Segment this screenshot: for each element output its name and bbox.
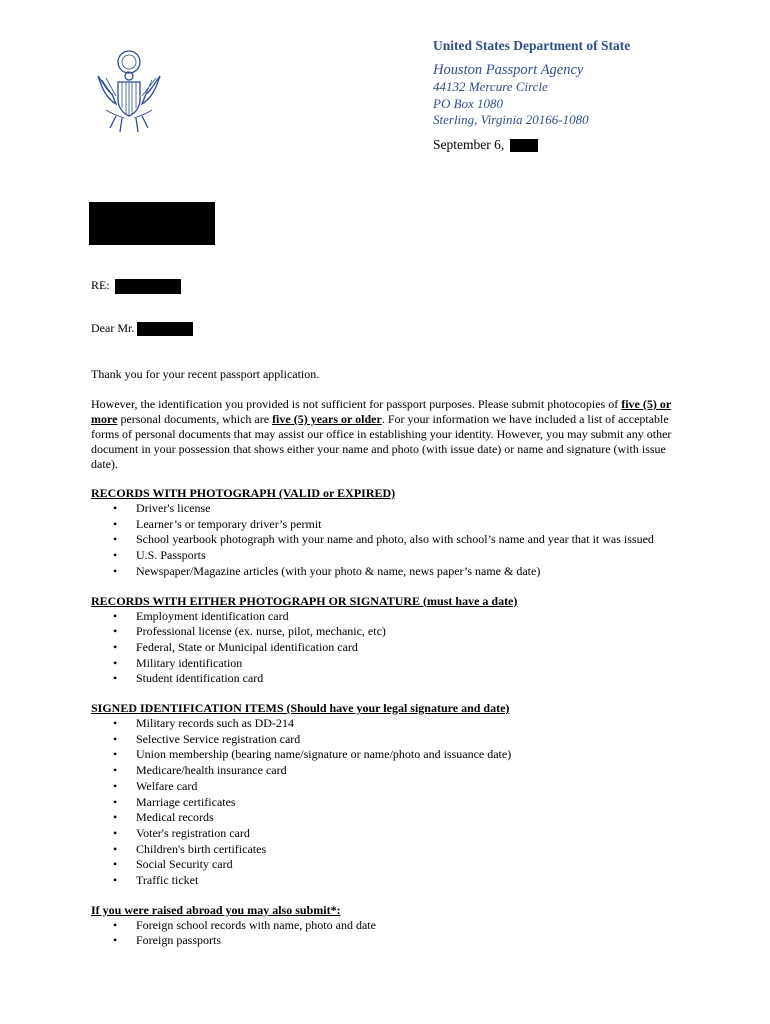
list-item: • Student identification card xyxy=(91,671,691,687)
list-item: • Social Security card xyxy=(91,857,691,873)
list-item: • Foreign passports xyxy=(91,933,691,949)
redacted-reference xyxy=(115,279,181,294)
salutation-text: Dear Mr. xyxy=(91,321,135,335)
date-text: September 6, xyxy=(433,136,505,152)
section-heading: RECORDS WITH EITHER PHOTOGRAPH OR SIGNATURE (must have a date) xyxy=(91,593,518,608)
para2-emphasis-2: five (5) years or older xyxy=(272,412,382,426)
department-name: United States Department of State xyxy=(433,38,631,53)
list-item: • Military identification xyxy=(91,656,691,672)
list-item: • Employment identification card xyxy=(91,609,691,625)
list-item: • Foreign school records with name, photo and date xyxy=(91,918,691,934)
list-item: • Traffic ticket xyxy=(91,873,691,889)
list-item: • Professional license (ex. nurse, pilot, mechanic, etc) xyxy=(91,624,691,640)
address-line-1: 44132 Mercure Circle xyxy=(433,79,548,94)
section-heading: SIGNED IDENTIFICATION ITEMS (Should have your legal signature and date) xyxy=(91,701,510,716)
requirement-paragraph xyxy=(91,397,685,472)
list-item: • Children's birth certificates xyxy=(91,842,691,858)
redacted-name xyxy=(137,322,193,336)
para2-text-3: . For your information we have included a list of acceptable forms of personal documents that may assist our office in establishing your identity. However, you may submit any other document in your possession that shows either your name and photo (with issue date) or name and signature (with issue date). xyxy=(91,412,672,471)
section-heading: If you were raised abroad you may also submit*: xyxy=(91,902,341,917)
list-item: • Welfare card xyxy=(91,779,691,795)
address-line-3: Sterling, Virginia 20166-1080 xyxy=(433,112,589,127)
list-item: • Medical records xyxy=(91,810,691,826)
letter-date xyxy=(433,137,753,153)
list-item: • Driver's license xyxy=(91,501,691,517)
list-item: • Medicare/health insurance card xyxy=(91,763,691,779)
redacted-recipient-address xyxy=(89,202,215,245)
para2-text-1: However, the identification you provided is not sufficient for passport purposes. Please submit photocopies of xyxy=(91,397,622,411)
list-item: • Military records such as DD-214 xyxy=(91,716,691,732)
section-raised-abroad xyxy=(91,903,691,949)
agency-name: Houston Passport Agency xyxy=(433,62,584,78)
intro-paragraph: Thank you for your recent passport application. xyxy=(91,367,320,381)
para2-emphasis-1: five (5) or more xyxy=(91,397,672,426)
letterhead xyxy=(433,38,753,153)
document-list xyxy=(91,918,691,949)
list-item: • Selective Service registration card xyxy=(91,732,691,748)
section-photo-records xyxy=(91,486,691,580)
list-item: • Learner’s or temporary driver’s permit xyxy=(91,517,691,533)
document-list xyxy=(91,501,691,580)
address-line-2: PO Box 1080 xyxy=(433,95,504,111)
re-line xyxy=(91,278,181,294)
section-photo-or-signature xyxy=(91,594,691,688)
letter-body xyxy=(91,367,691,949)
list-item: • Voter's registration card xyxy=(91,826,691,842)
redacted-year xyxy=(510,139,538,152)
document-list xyxy=(91,716,691,889)
list-item: • Union membership (bearing name/signature or name/photo and issuance date) xyxy=(91,747,691,763)
list-item: • Newspaper/Magazine articles (with your photo & name, news paper’s name & date) xyxy=(91,564,691,580)
great-seal-icon xyxy=(92,48,166,134)
list-item: • U.S. Passports xyxy=(91,548,691,564)
para2-text-2: personal documents, which are xyxy=(117,412,273,426)
re-label: RE: xyxy=(91,278,110,292)
section-signed-items xyxy=(91,701,691,889)
section-heading: RECORDS WITH PHOTOGRAPH (VALID or EXPIRED) xyxy=(91,486,396,500)
document-list xyxy=(91,609,691,688)
list-item: • Marriage certificates xyxy=(91,795,691,811)
salutation xyxy=(91,321,193,336)
list-item: • Federal, State or Municipal identification card xyxy=(91,640,691,656)
list-item: • School yearbook photograph with your name and photo, also with school’s name and year that it was issued xyxy=(91,532,691,548)
